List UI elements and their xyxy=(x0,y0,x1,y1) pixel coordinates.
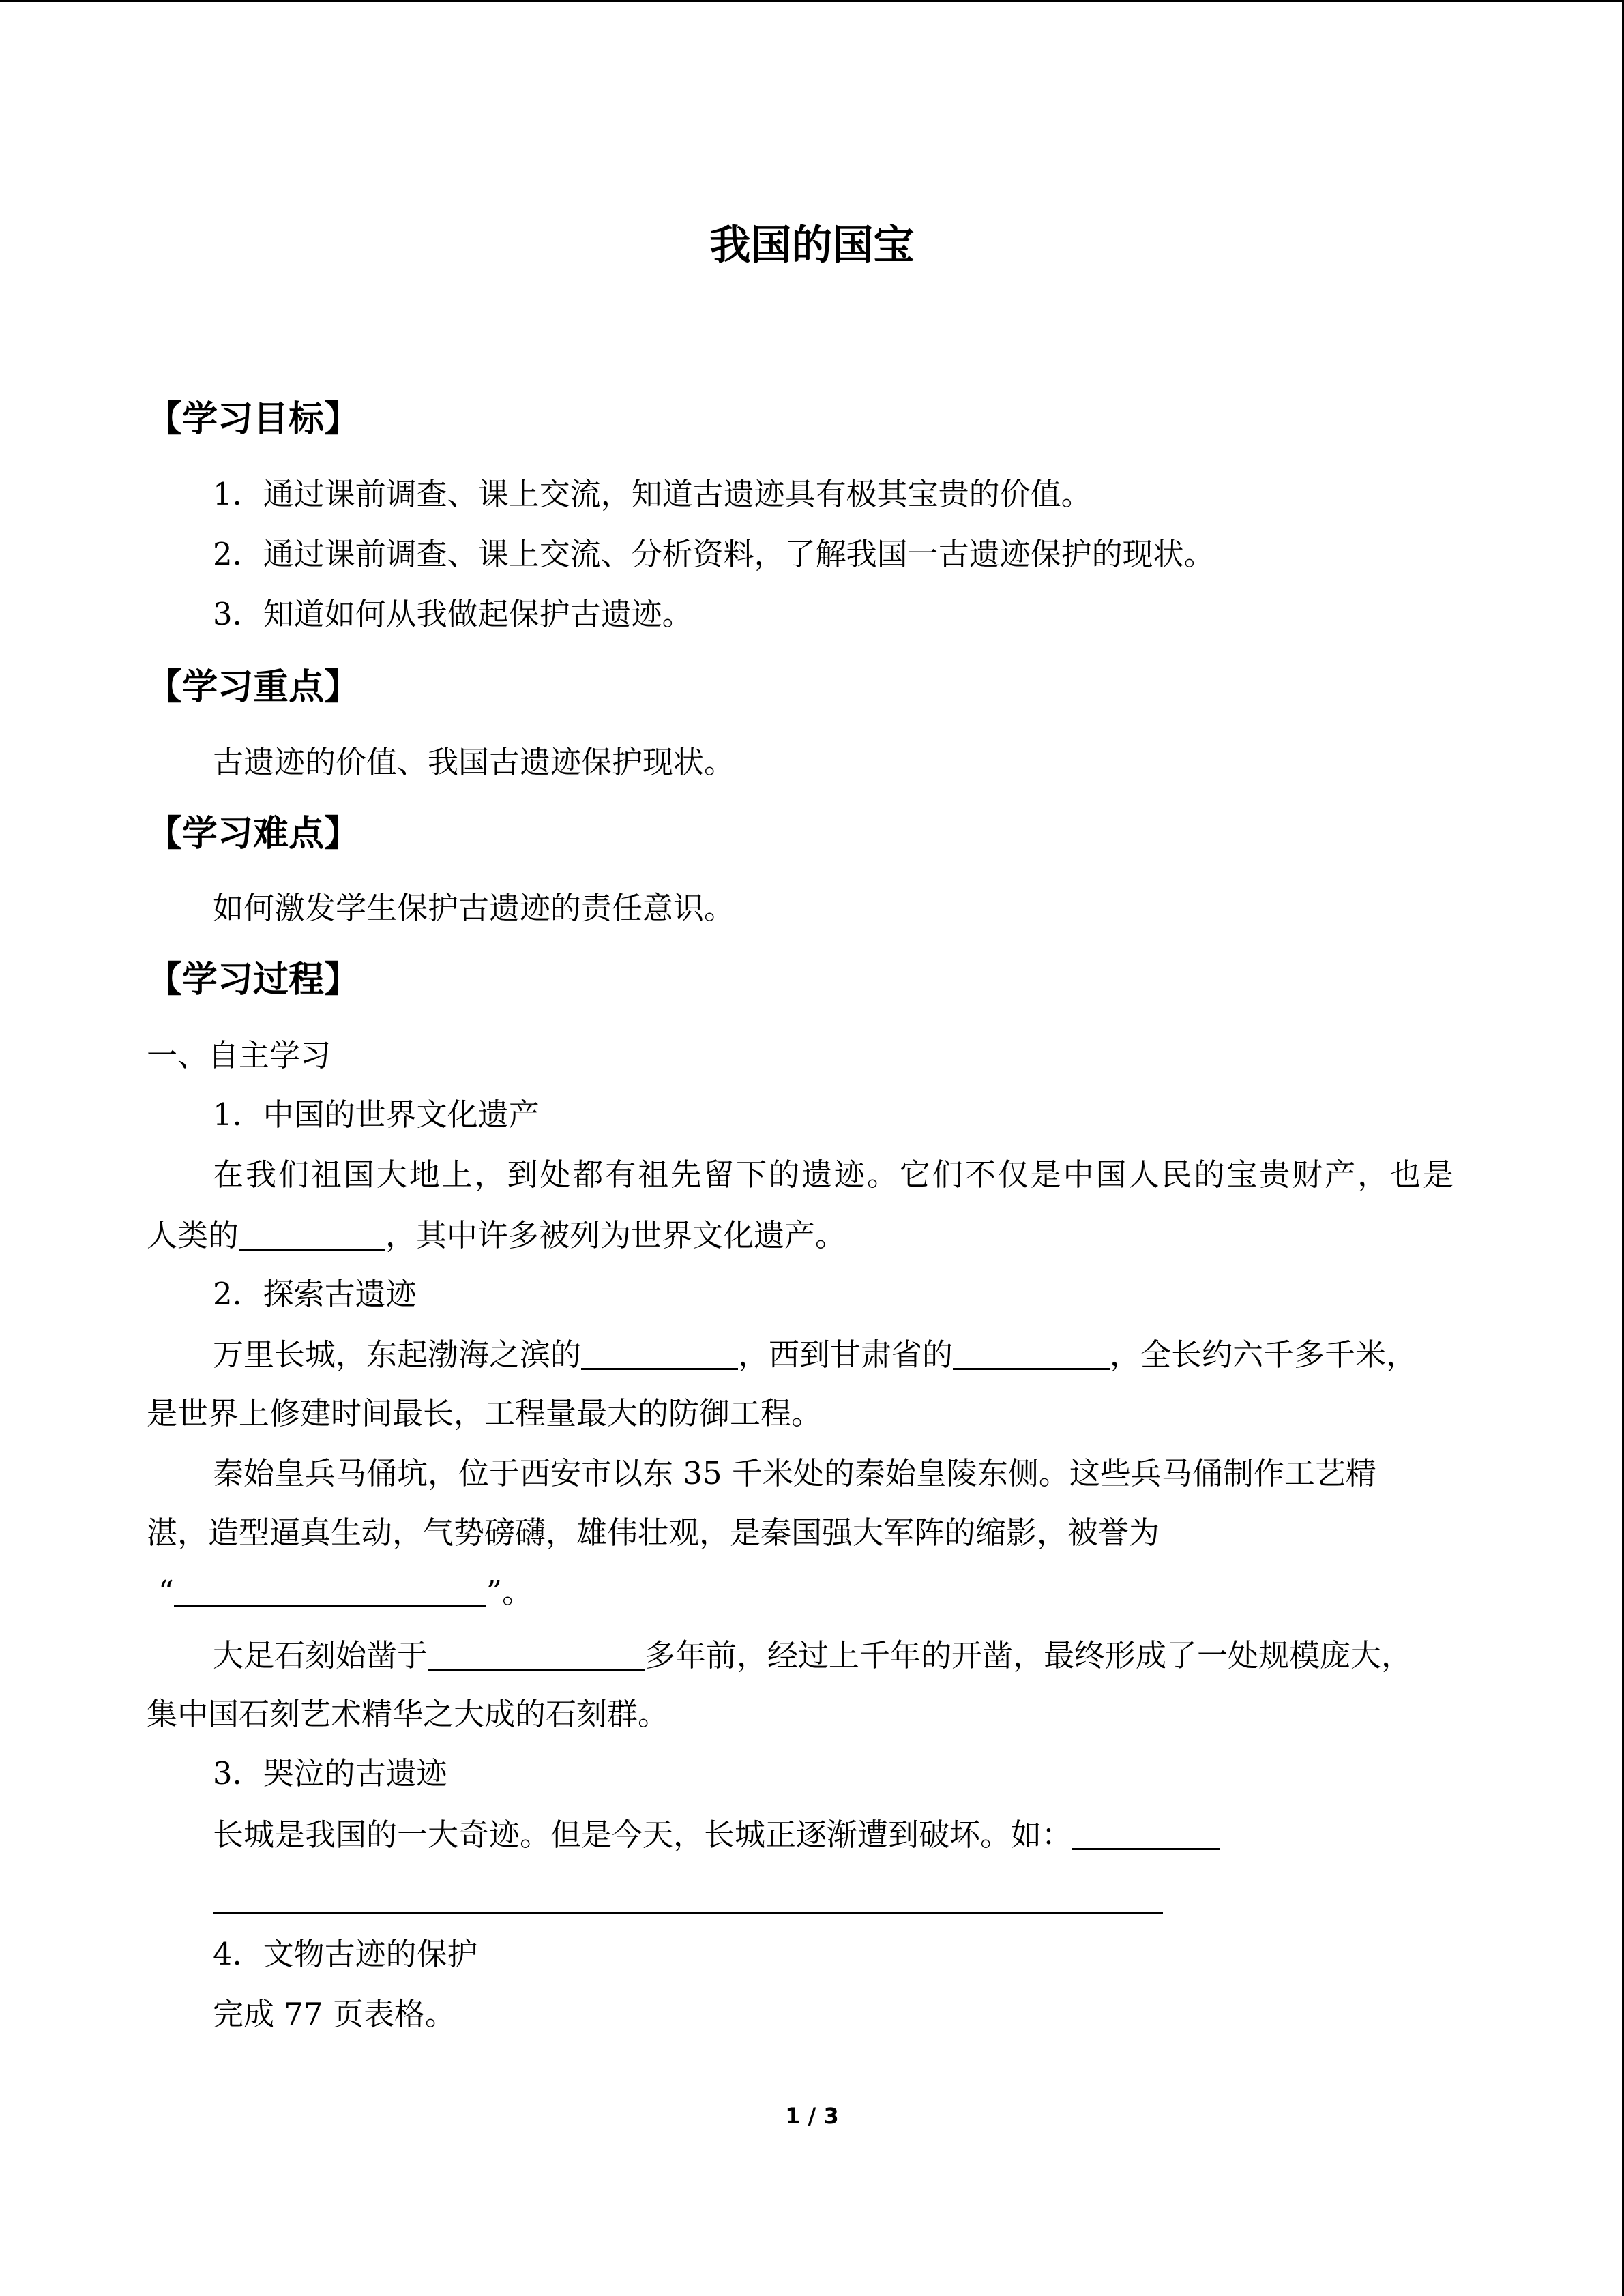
item-4-title: 4．文物古迹的保护 xyxy=(213,1936,478,1972)
goal-item-2: 2．通过课前调查、课上交流、分析资料，了解我国一古遗迹保护的现状。 xyxy=(213,536,1215,572)
fill-blank-terracotta-title[interactable] xyxy=(174,1575,486,1607)
fill-line-damage-example[interactable] xyxy=(213,1912,1163,1914)
dazu-line-1 xyxy=(213,1639,1412,1671)
section-heading-goals: 【学习目标】 xyxy=(147,399,360,440)
focus-text: 古遗迹的价值、我国古遗迹保护现状。 xyxy=(213,744,735,780)
dazu-text-a: 大足石刻始凿于 xyxy=(213,1637,428,1673)
item-3-line-1 xyxy=(213,1817,1220,1853)
section-heading-difficulty: 【学习难点】 xyxy=(147,814,360,854)
item-1-paragraph-line-2 xyxy=(147,1219,846,1251)
great-wall-text-a: 万里长城，东起渤海之滨的 xyxy=(213,1337,582,1373)
part-heading-self-study: 一、自主学习 xyxy=(147,1037,331,1073)
terracotta-line-3 xyxy=(158,1574,533,1610)
fill-blank-wall-east[interactable] xyxy=(581,1338,738,1370)
quote-close: ”。 xyxy=(486,1574,533,1610)
section-heading-process: 【学习过程】 xyxy=(147,959,360,1000)
page-number: 1 / 3 xyxy=(785,2103,839,2129)
item-4-line-1: 完成 77 页表格。 xyxy=(213,1996,456,2032)
terracotta-line-2: 湛，造型逼真生动，气势磅礴，雄伟壮观，是秦国强大军阵的缩影，被誉为 xyxy=(147,1515,1160,1551)
section-heading-focus: 【学习重点】 xyxy=(147,667,360,708)
item-2-title: 2．探索古遗迹 xyxy=(213,1276,417,1312)
page-title: 我国的国宝 xyxy=(709,222,915,269)
item-1-title: 1．中国的世界文化遗产 xyxy=(213,1097,540,1133)
fill-blank-wall-west[interactable] xyxy=(953,1338,1110,1370)
difficulty-text: 如何激发学生保护古遗迹的责任意识。 xyxy=(213,890,735,926)
great-wall-line-1 xyxy=(213,1337,1417,1373)
dazu-text-b: 多年前，经过上千年的开凿，最终形成了一处规模庞大， xyxy=(645,1637,1413,1673)
great-wall-text-c: ，全长约六千多千米， xyxy=(1110,1337,1417,1373)
fill-blank-dazu-years[interactable] xyxy=(428,1639,645,1671)
goal-item-1: 1．通过课前调查、课上交流，知道古遗迹具有极其宝贵的价值。 xyxy=(213,476,1092,512)
fill-blank-heritage[interactable] xyxy=(239,1219,385,1251)
item-1-paragraph-line-1 xyxy=(213,1157,1453,1193)
great-wall-text-b: ，西到甘肃省的 xyxy=(738,1337,954,1373)
terracotta-line-1: 秦始皇兵马俑坑，位于西安市以东 35 千米处的秦始皇陵东侧。这些兵马俑制作工艺精 xyxy=(213,1455,1376,1491)
dazu-line-2: 集中国石刻艺术精华之大成的石刻群。 xyxy=(147,1696,669,1732)
fill-blank-damage-example[interactable] xyxy=(1072,1818,1220,1850)
item-3-text: 长城是我国的一大奇迹。但是今天，长城正逐渐遭到破坏。如： xyxy=(213,1817,1073,1853)
goal-item-3: 3．知道如何从我做起保护古遗迹。 xyxy=(213,596,693,632)
item-1-line-2-prefix: 人类的 xyxy=(147,1217,239,1253)
quote-open: “ xyxy=(158,1574,175,1610)
item-1-line-2-suffix: ，其中许多被列为世界文化遗产。 xyxy=(385,1217,846,1253)
page-border-top xyxy=(0,0,1624,2)
item-3-title: 3．哭泣的古遗迹 xyxy=(213,1755,447,1791)
item-1-line-1-text: 在我们祖国大地上，到处都有祖先留下的遗迹。它们不仅是中国人民的宝贵财产，也是 xyxy=(213,1157,1453,1193)
great-wall-line-2: 是世界上修建时间最长，工程量最大的防御工程。 xyxy=(147,1395,823,1431)
